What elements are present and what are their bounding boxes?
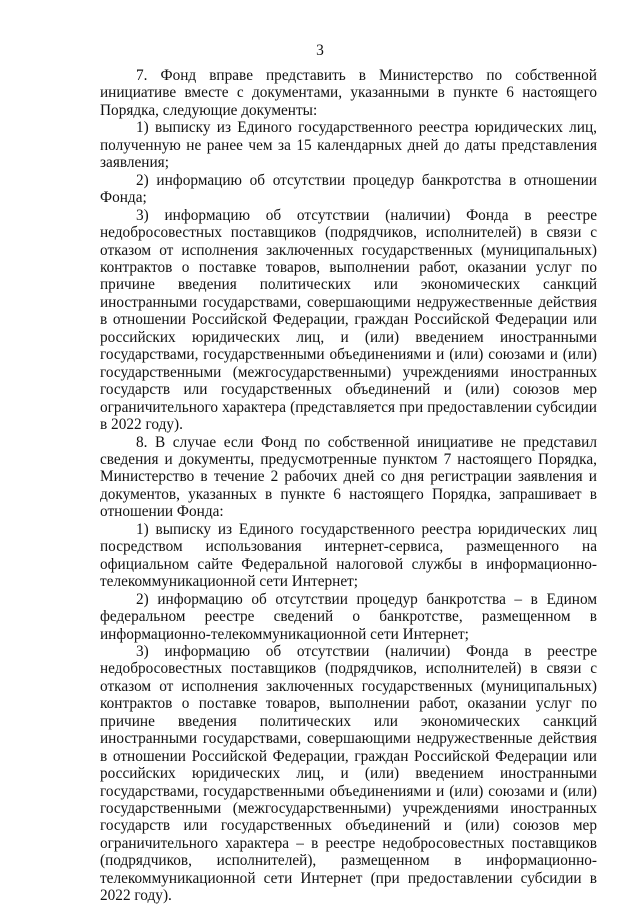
paragraph-7-item-3: 3) информацию об отсутствии (наличии) Фонда в реестре недобросовестных поставщиков (подрядчиков, исполнителей) в связи с отказом от исполнения заключенных государственных (муниципальных) контрактов о поставке товаров, выполнении работ, оказании услуг по причине введения политических или экономических санкций иностранными государствами, совершающими недружественные действия в отношении Российской Федерации, граждан Российской Федерации или российских юридических лиц, и (или) введением иностранными государствами, государственными объединениями и (или) союзами и (или) государственными (межгосударственными) учреждениями иностранных государств или государственных объединений и (или) союзов мер ограничительного характера (представляется при предоставлении субсидии в 2022 году). — [100, 206, 597, 434]
paragraph-7-item-2: 2) информацию об отсутствии процедур банкротства в отношении Фонда; — [100, 171, 597, 207]
paragraph-7-intro: 7. Фонд вправе представить в Министерство по собственной инициативе вместе с документами, указанными в пункте 6 настоящего Порядка, следующие документы: — [100, 67, 597, 119]
paragraph-8-item-3: 3) информацию об отсутствии (наличии) Фонда в реестре недобросовестных поставщиков (подрядчиков, исполнителей) в связи с отказом от исполнения заключенных государственных (муниципальных) контрактов о поставке товаров, выполнении работ, оказании услуг по причине введения политических или экономических санкций иностранными государствами, совершающими недружественные действия в отношении Российской Федерации, граждан Российской Федерации или российских юридических лиц, и (или) введением иностранными государствами, государственными объединениями и (или) союзами и (или) государственными (межгосударственными) учреждениями иностранных государств или государственных объединений и (или) союзов мер ограничительного характера – в реестре недобросовестных поставщиков (подрядчиков, исполнителей), размещенном в информационно-телекоммуникационной сети Интернет (при предоставлении субсидии в 2022 году). — [100, 642, 597, 905]
paragraph-7-item-1: 1) выписку из Единого государственного реестра юридических лиц, полученную не ранее чем за 15 календарных дней до даты представления заявления; — [100, 119, 597, 172]
paragraph-8-item-1: 1) выписку из Единого государственного реестра юридических лиц посредством использования интернет-сервиса, размещенного на официальном сайте Федеральной налоговой службы в информационно-телекоммуникационной сети Интернет; — [100, 520, 597, 591]
paragraph-8-intro: 8. В случае если Фонд по собственной инициативе не представил сведения и документы, предусмотренные пунктом 7 настоящего Порядка, Министерство в течение 2 рабочих дней со дня регистрации заявления и документов, указанных в пункте 6 настоящего Порядка, запрашивает в отношении Фонда: — [100, 433, 597, 521]
document-body — [100, 67, 597, 905]
paragraph-8-item-2: 2) информацию об отсутствии процедур банкротства – в Едином федеральном реестре сведений о банкротстве, размещенном в информационно-телекоммуникационной сети Интернет; — [100, 590, 597, 643]
page-number: 3 — [316, 42, 324, 59]
